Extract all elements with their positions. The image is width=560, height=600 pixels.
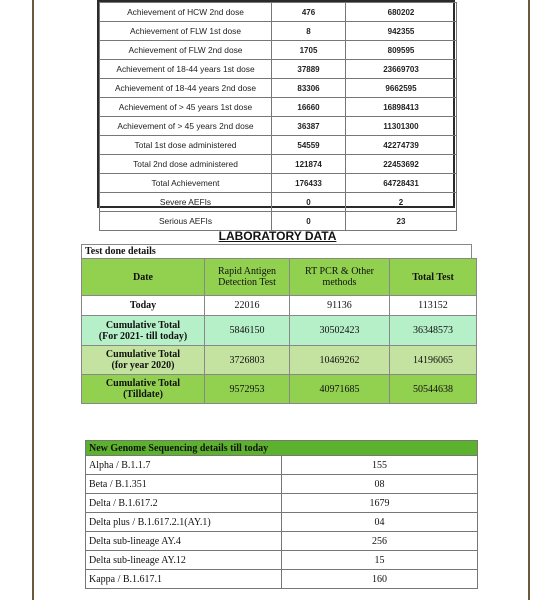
vaccination-row-label: Total Achievement (100, 174, 272, 193)
genome-row (86, 532, 478, 551)
lab-cell: 30502423 (290, 316, 390, 346)
vaccination-row (100, 22, 457, 41)
genome-variant-count: 15 (282, 551, 478, 570)
lab-row-label: Today (82, 296, 205, 316)
lab-row-label (82, 346, 205, 375)
vaccination-cell-today: 16660 (272, 98, 346, 117)
vaccination-cell-cumulative: 64728431 (346, 174, 457, 193)
vaccination-row-label: Achievement of > 45 years 1st dose (100, 98, 272, 117)
lab-header-row (82, 259, 477, 296)
genome-variant-name: Alpha / B.1.1.7 (86, 456, 282, 475)
genome-variant-count: 160 (282, 570, 478, 589)
genome-row (86, 513, 478, 532)
vaccination-cell-today: 0 (272, 212, 346, 231)
lab-cell: 36348573 (390, 316, 477, 346)
vaccination-cell-today: 476 (272, 3, 346, 22)
vaccination-cell-today: 54559 (272, 136, 346, 155)
genome-row (86, 570, 478, 589)
vaccination-row (100, 41, 457, 60)
vaccination-cell-cumulative: 680202 (346, 3, 457, 22)
lab-row-cumulative-2021 (82, 316, 477, 346)
lab-header-date: Date (82, 259, 205, 296)
vaccination-cell-cumulative: 22453692 (346, 155, 457, 174)
vaccination-row-label: Total 1st dose administered (100, 136, 272, 155)
vaccination-cell-cumulative: 2 (346, 193, 457, 212)
vaccination-cell-today: 8 (272, 22, 346, 41)
vaccination-row-label: Achievement of FLW 1st dose (100, 22, 272, 41)
genome-variant-name: Delta sub-lineage AY.4 (86, 532, 282, 551)
vaccination-table (97, 0, 455, 226)
vaccination-row-label: Achievement of HCW 2nd dose (100, 3, 272, 22)
vaccination-row (100, 193, 457, 212)
genome-variant-count: 256 (282, 532, 478, 551)
genome-header-row (86, 441, 478, 456)
genome-table (85, 440, 478, 600)
lab-cell: 22016 (205, 296, 290, 316)
vaccination-row-label: Achievement of > 45 years 2nd dose (100, 117, 272, 136)
lab-cell: 40971685 (290, 375, 390, 404)
genome-variant-count: 1679 (282, 494, 478, 513)
page-border-right (528, 0, 530, 600)
genome-variant-name: Delta sub-lineage AY.12 (86, 551, 282, 570)
vaccination-row-label: Achievement of 18-44 years 2nd dose (100, 79, 272, 98)
lab-row-label-line2: (Tilldate) (123, 389, 163, 400)
lab-cell: 91136 (290, 296, 390, 316)
lab-cell: 5846150 (205, 316, 290, 346)
vaccination-row-label: Achievement of 18-44 years 1st dose (100, 60, 272, 79)
lab-table (81, 244, 472, 411)
lab-caption: Test done details (81, 244, 472, 258)
lab-row-cumulative-tilldate (82, 375, 477, 404)
vaccination-row (100, 136, 457, 155)
vaccination-row (100, 117, 457, 136)
lab-row-label (82, 316, 205, 346)
genome-row (86, 456, 478, 475)
lab-cell: 10469262 (290, 346, 390, 375)
lab-title: LABORATORY DATA (218, 229, 337, 243)
lab-row-label-line2: (for year 2020) (111, 360, 175, 371)
genome-variant-name: Delta plus / B.1.617.2.1(AY.1) (86, 513, 282, 532)
vaccination-row (100, 212, 457, 231)
genome-variant-count: 155 (282, 456, 478, 475)
vaccination-cell-cumulative: 42274739 (346, 136, 457, 155)
vaccination-cell-cumulative: 809595 (346, 41, 457, 60)
vaccination-row (100, 98, 457, 117)
genome-variant-name: Beta / B.1.351 (86, 475, 282, 494)
vaccination-cell-today: 121874 (272, 155, 346, 174)
vaccination-cell-today: 37889 (272, 60, 346, 79)
lab-row-cumulative-2020 (82, 346, 477, 375)
vaccination-cell-today: 83306 (272, 79, 346, 98)
vaccination-cell-today: 1705 (272, 41, 346, 60)
vaccination-row-label: Achievement of FLW 2nd dose (100, 41, 272, 60)
vaccination-row (100, 79, 457, 98)
lab-row-label-line1: Cumulative Total (105, 319, 181, 331)
vaccination-row (100, 60, 457, 79)
lab-row-label (82, 375, 205, 404)
vaccination-row-label: Total 2nd dose administered (100, 155, 272, 174)
lab-cell: 50544638 (390, 375, 477, 404)
vaccination-row (100, 174, 457, 193)
genome-variant-name: Kappa / B.1.617.1 (86, 570, 282, 589)
vaccination-cell-cumulative: 23669703 (346, 60, 457, 79)
genome-title: New Genome Sequencing details till today (86, 441, 478, 456)
lab-cell: 9572953 (205, 375, 290, 404)
lab-header-total: Total Test (390, 259, 477, 296)
vaccination-row-label: Severe AEFIs (100, 193, 272, 212)
lab-cell: 3726803 (205, 346, 290, 375)
genome-row (86, 475, 478, 494)
genome-variant-count: 08 (282, 475, 478, 494)
vaccination-cell-cumulative: 23 (346, 212, 457, 231)
lab-header-rtpcr: RT PCR & Other methods (290, 259, 390, 296)
vaccination-cell-today: 36387 (272, 117, 346, 136)
lab-cell: 113152 (390, 296, 477, 316)
lab-header-rapid: Rapid Antigen Detection Test (205, 259, 290, 296)
genome-variant-count: 04 (282, 513, 478, 532)
vaccination-row-label: Serious AEFIs (100, 212, 272, 231)
vaccination-cell-today: 176433 (272, 174, 346, 193)
vaccination-cell-cumulative: 16898413 (346, 98, 457, 117)
lab-row-today (82, 296, 477, 316)
lab-row-label-line1: Cumulative Total (105, 349, 181, 360)
vaccination-cell-today: 0 (272, 193, 346, 212)
page-border-left (32, 0, 34, 600)
genome-row (86, 551, 478, 570)
lab-cell: 14196065 (390, 346, 477, 375)
vaccination-row (100, 155, 457, 174)
genome-row (86, 494, 478, 513)
vaccination-cell-cumulative: 942355 (346, 22, 457, 41)
lab-row-label-line1: Cumulative Total (105, 378, 181, 389)
vaccination-cell-cumulative: 9662595 (346, 79, 457, 98)
lab-row-label-line2: (For 2021- till today) (98, 330, 188, 342)
vaccination-row (100, 3, 457, 22)
vaccination-cell-cumulative: 11301300 (346, 117, 457, 136)
genome-variant-name: Delta / B.1.617.2 (86, 494, 282, 513)
